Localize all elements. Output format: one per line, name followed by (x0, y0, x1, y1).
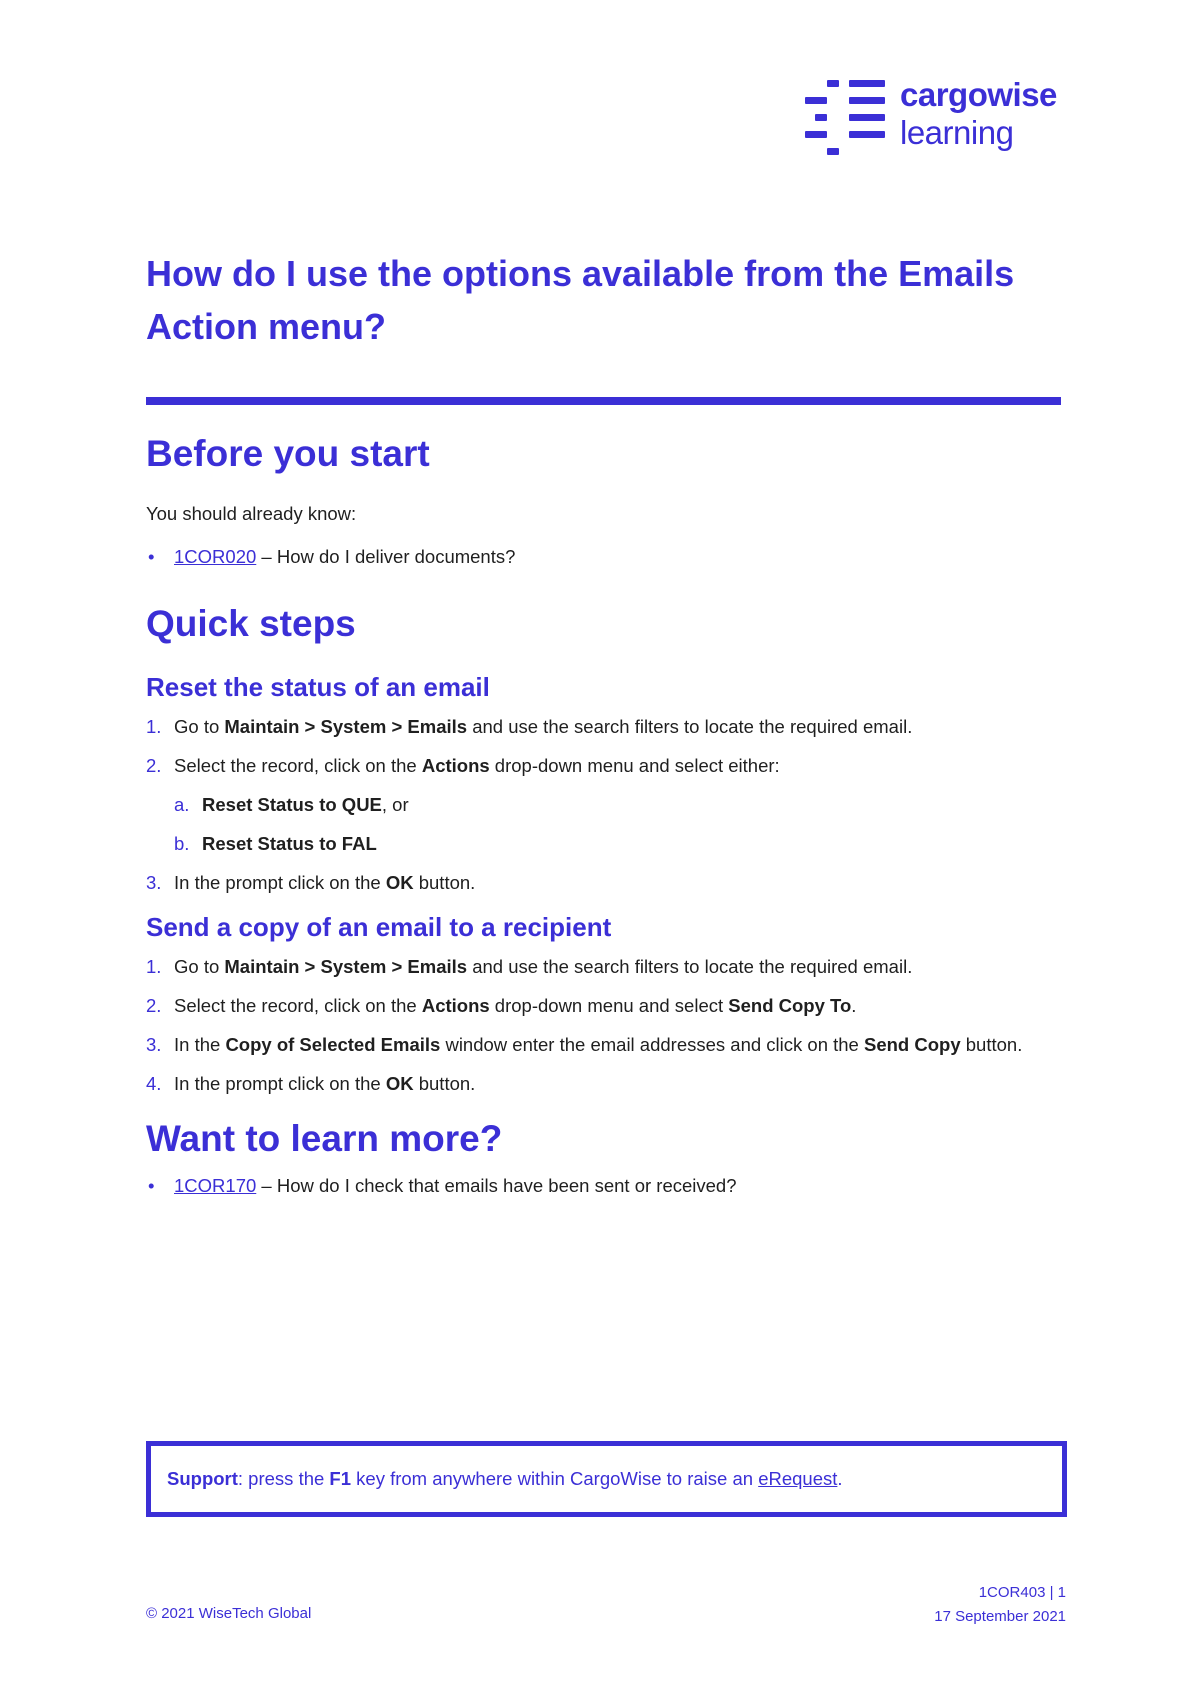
sub-step-item: a. Reset Status to QUE, or (174, 792, 1066, 818)
step-list (146, 714, 1066, 896)
cargowise-learning-logo (805, 76, 1075, 160)
link-1cor170[interactable]: 1COR170 (174, 1175, 257, 1196)
step-item: 1. Go to Maintain > System > Emails and use the search filters to locate the required email. (146, 954, 1066, 980)
sub-step-list (174, 792, 1066, 857)
footer-right (934, 1581, 1066, 1629)
support-box (146, 1441, 1067, 1517)
step-number: 3. (146, 1034, 162, 1055)
footer-copyright: © 2021 WiseTech Global (146, 1605, 312, 1622)
step-item: 3. In the Copy of Selected Emails window enter the email addresses and click on the Send Copy button. (146, 1032, 1066, 1058)
step-number: 3. (146, 872, 162, 893)
bullet-icon: • (148, 546, 155, 567)
bullet-icon: • (148, 1175, 155, 1196)
prerequisite-item (146, 544, 1066, 570)
prerequisite-list (146, 544, 1066, 570)
learn-more-text: – How do I check that emails have been sent or received? (256, 1175, 737, 1196)
footer-date: 17 September 2021 (934, 1608, 1066, 1625)
support-label: Support (167, 1468, 238, 1489)
learn-more-item (146, 1173, 1066, 1199)
step-item: 4. In the prompt click on the OK button. (146, 1071, 1066, 1097)
step-number: a. (174, 794, 190, 815)
step-list (146, 954, 1066, 1097)
f1-key: F1 (329, 1468, 352, 1489)
quick-steps-sections (146, 670, 1066, 1097)
step-item: 3. In the prompt click on the OK button. (146, 870, 1066, 896)
step-item: 2. Select the record, click on the Actions drop-down menu and select either: a. Reset Status to QUE, or b. Reset Status to FAL (146, 753, 1066, 857)
step-number: 2. (146, 755, 162, 776)
step-number: 4. (146, 1073, 162, 1094)
learn-more-heading: Want to learn more? (146, 1118, 503, 1159)
link-1cor020[interactable]: 1COR020 (174, 546, 257, 567)
step-number: b. (174, 833, 190, 854)
erequest-link[interactable]: eRequest (758, 1468, 838, 1489)
step-number: 1. (146, 956, 162, 977)
page-title: How do I use the options available from the Emails Action menu? (146, 253, 1015, 347)
step-item: 1. Go to Maintain > System > Emails and use the search filters to locate the required email. (146, 714, 1066, 740)
step-number: 1. (146, 716, 162, 737)
section-heading: Reset the status of an email (146, 672, 490, 702)
prerequisite-text: – How do I deliver documents? (256, 546, 516, 567)
main-content (146, 430, 1066, 1199)
before-you-start-heading: Before you start (146, 433, 430, 474)
support-text: Support: press the F1 key from anywhere within CargoWise to raise an eRequest. (167, 1468, 843, 1489)
title-divider (146, 397, 1061, 405)
step-item: 2. Select the record, click on the Actions drop-down menu and select Send Copy To. (146, 993, 1066, 1019)
footer-code-page: 1COR403 | 1 (978, 1584, 1066, 1601)
before-you-start-intro: You should already know: (146, 503, 357, 524)
learn-more-list (146, 1173, 1066, 1199)
logo-mark-icon (805, 80, 895, 156)
quick-steps-heading: Quick steps (146, 603, 356, 644)
section-heading: Send a copy of an email to a recipient (146, 912, 612, 942)
logo-text-line1: cargowise (900, 76, 1057, 113)
sub-step-item: b. Reset Status to FAL (174, 831, 1066, 857)
step-number: 2. (146, 995, 162, 1016)
logo-text-line2: learning (900, 114, 1014, 151)
